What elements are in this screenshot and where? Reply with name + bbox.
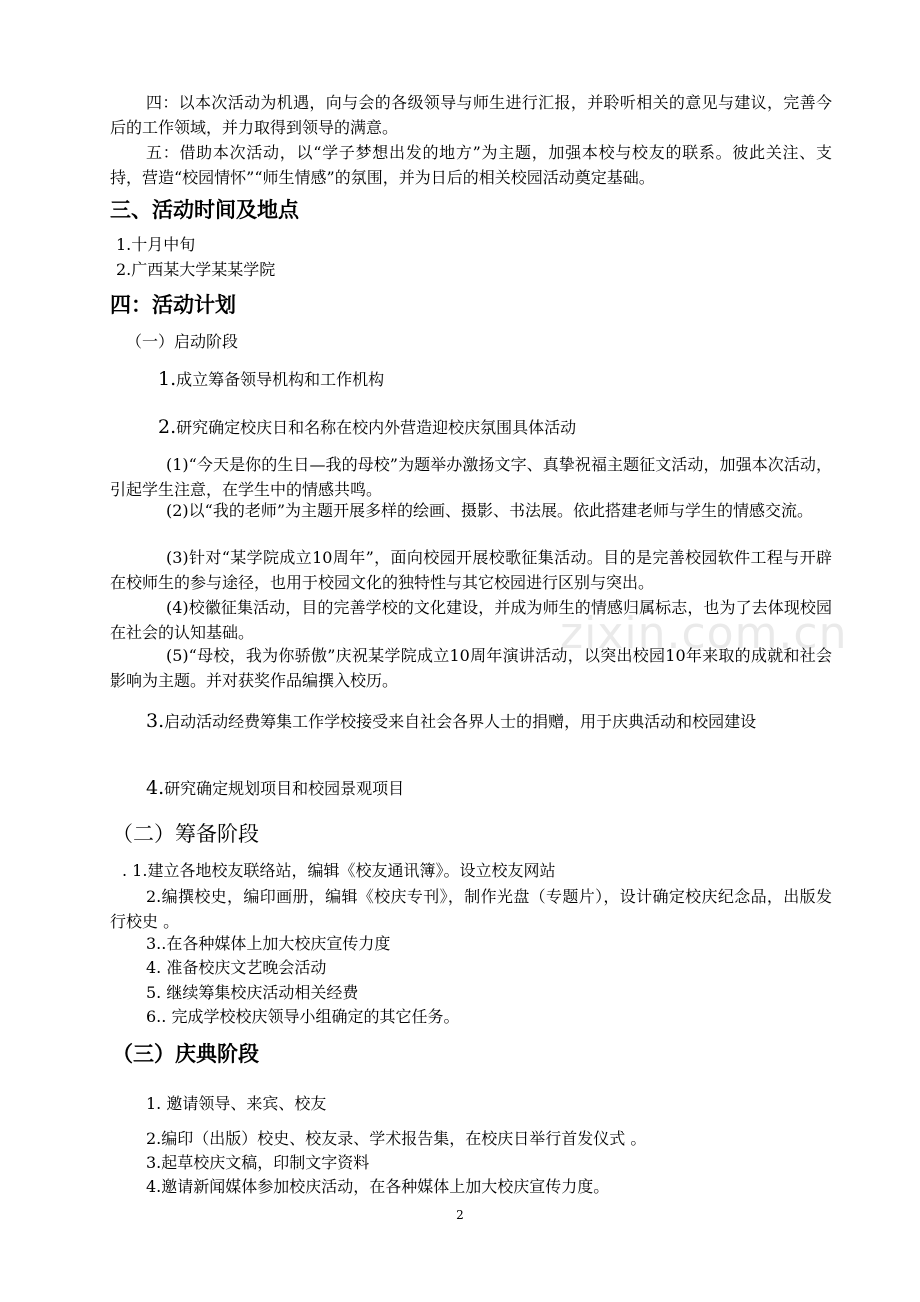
sub-activity-3: (3)针对“某学院成立10周年”，面向校园开展校歌征集活动。目的是完善校园软件工程与开辟在校师生的参与途径，也用于校园文化的独特性与其它校园进行区别与突出。: [110, 548, 832, 592]
stage-heading-celebration: （三）庆典阶段: [112, 1042, 259, 1066]
list-item-time: 1.十月中旬: [116, 235, 196, 254]
item-text: 启动活动经费筹集工作学校接受来自社会各界人士的捐赠，用于庆典活动和校园建设: [164, 712, 757, 731]
sub-activity-4: (4)校徽征集活动，目的完善学校的文化建设，并成为师生的情感归属标志，也为了去体现校园在社会的认知基础。: [110, 598, 832, 642]
item-text: 研究确定规划项目和校园景观项目: [164, 779, 405, 798]
paragraph-four: 四：以本次活动为机遇，向与会的各级领导与师生进行汇报，并聆听相关的意见与建议，完善今后的工作领域，并力取得到领导的满意。: [110, 93, 832, 137]
prep-item-5: 5. 继续筹集校庆活动相关经费: [146, 983, 359, 1002]
sub-activity-1: (1)“今天是你的生日—我的母校”为题举办激扬文字、真挚祝福主题征文活动，加强本次活动，引起学生注意，在学生中的情感共鸣。: [110, 455, 832, 499]
sub-activity-5: (5)“母校，我为你骄傲”庆祝某学院成立10周年演讲活动，以突出校园10年来取的成就和社会影响为主题。并对获奖作品编撰入校历。: [110, 646, 832, 690]
item-number: 3.: [146, 710, 165, 732]
celebration-item-3: 3.起草校庆文稿，印制文字资料: [146, 1153, 370, 1172]
item-number: 4.: [146, 777, 165, 799]
prep-item-2: 2.编撰校史，编印画册，编辑《校庆专刊》，制作光盘（专题片），设计确定校庆纪念品，出版发行校史 。: [110, 887, 832, 931]
item-number: 1.: [158, 368, 177, 390]
item-text: 研究确定校庆日和名称在校内外营造迎校庆氛围具体活动: [176, 418, 577, 437]
section-heading-plan: 四：活动计划: [110, 293, 236, 317]
launch-item-2: [158, 415, 880, 440]
page-number: 2: [456, 1208, 464, 1222]
stage-heading-preparation: （二）筹备阶段: [112, 822, 259, 846]
list-item-place: 2.广西某大学某某学院: [116, 260, 276, 279]
celebration-item-1: 1. 邀请领导、来宾、校友: [146, 1094, 327, 1113]
prep-item-4: 4. 准备校庆文艺晚会活动: [146, 958, 327, 977]
launch-item-1: [158, 367, 880, 392]
prep-item-6: 6.. 完成学校校庆领导小组确定的其它任务。: [146, 1007, 460, 1026]
item-text: 成立筹备领导机构和工作机构: [176, 370, 385, 389]
prep-item-3: 3..在各种媒体上加大校庆宣传力度: [146, 934, 391, 953]
stage-heading-launch: （一）启动阶段: [126, 332, 239, 351]
prep-item-1: . 1.建立各地校友联络站，编辑《校友通讯簿》。设立校友网站: [122, 861, 556, 880]
launch-item-3: [110, 704, 832, 739]
paragraph-five: 五：借助本次活动，以“学子梦想出发的地方”为主题，加强本校与校友的联系。彼此关注、支持，营造“校园情怀”“师生情感”的氛围，并为日后的相关校园活动奠定基础。: [110, 143, 832, 187]
launch-item-4: [146, 776, 868, 801]
section-heading-time-place: 三、活动时间及地点: [110, 198, 299, 222]
sub-activity-2: (2)以“我的老师”为主题开展多样的绘画、摄影、书法展。依此搭建老师与学生的情感交流。: [166, 501, 814, 520]
celebration-item-4: 4.邀请新闻媒体参加校庆活动，在各种媒体上加大校庆宣传力度。: [146, 1177, 610, 1196]
celebration-item-2: 2.编印（出版）校史、校友录、学术报告集，在校庆日举行首发仪式 。: [146, 1129, 647, 1148]
item-number: 2.: [158, 416, 177, 438]
watermark: zixin.com.cn: [560, 608, 848, 659]
